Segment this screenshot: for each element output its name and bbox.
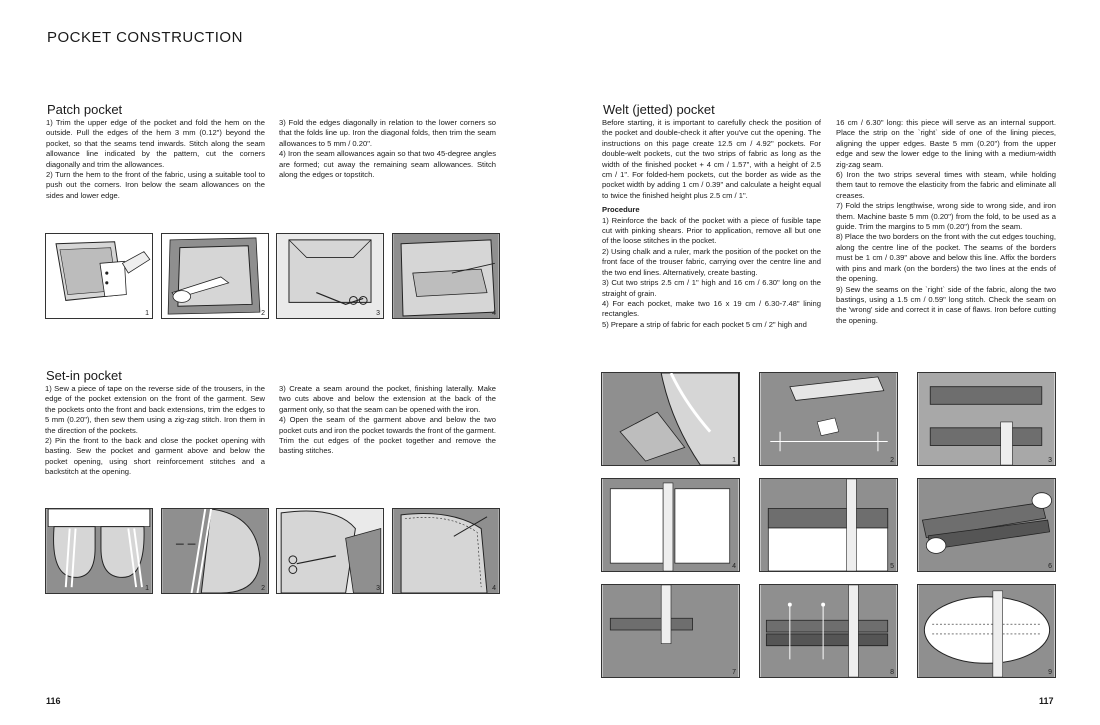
figure-number: 5 [890,563,894,570]
welt-illustration-6 [918,479,1055,571]
welt-illustration-2 [760,373,897,465]
figure-number: 7 [732,669,736,676]
figure-number: 4 [492,310,496,317]
welt-step: 4) For each pocket, make two 16 x 19 cm / 6.30-7.48" lining rectangles. [602,298,821,319]
figure-number: 3 [376,585,380,592]
page-number-left: 116 [46,696,61,706]
welt-col1 [602,118,821,330]
setin-figure-4 [392,508,500,594]
welt-col2 [836,118,1056,326]
setin-col1 [45,384,265,478]
welt-step: 6) Iron the two strips several times with steam, while holding them taut to remove the elasticity from the fabric and eliminate all creases. [836,170,1056,200]
figure-number: 6 [1048,563,1052,570]
patch-col1 [46,118,265,201]
figure-number: 1 [145,585,149,592]
welt-illustration-4 [602,479,739,571]
patch-step: 3) Fold the edges diagonally in relation to the lower corners so that the folds line up. Iron the diagonal folds, then trim the seam allowances to 5 mm / 0.20". [279,118,496,148]
setin-step: 1) Sew a piece of tape on the reverse side of the trousers, in the edge of the pocket extension on the front of the garment. Sew the pockets onto the front and back extensions, trim the edges to 5 mm (0.20"), then sew them using a zig-zag stitch. Iron them in the direction of the pockets. [45,384,265,435]
patch-illustration-4 [393,234,499,318]
figure-number: 1 [145,310,149,317]
welt-figure-3 [917,372,1056,466]
welt-figure-5 [759,478,898,572]
welt-figure-8 [759,584,898,678]
welt-step: 5) Prepare a strip of fabric for each pocket 5 cm / 2" high and [602,319,807,329]
patch-figure-1 [45,233,153,319]
welt-pocket-heading: Welt (jetted) pocket [603,102,715,117]
setin-pocket-heading: Set-in pocket [46,368,122,383]
welt-step: 7) Fold the strips lengthwise, wrong side to wrong side, and iron them. Machine baste 5 mm (0.20") from the fold, to be used as a guide. Trim the margins to 5 mm (0.20") from the seam. [836,201,1056,232]
welt-illustration-8 [760,585,897,677]
patch-step: 4) Iron the seam allowances again so that two 45-degree angles are formed; cut away the remaining seam allowances. Stitch along the edges or topstitch. [279,149,496,180]
setin-col2 [279,384,496,457]
figure-number: 1 [732,457,736,464]
figure-number: 4 [492,585,496,592]
setin-illustration-1 [46,509,152,593]
figure-number: 4 [732,563,736,570]
patch-pocket-heading: Patch pocket [47,102,123,117]
patch-figure-2 [161,233,269,319]
figure-number: 3 [1048,457,1052,464]
setin-step: 4) Open the seam of the garment above and below the two pocket cuts and iron the pocket towards the front of the garment. Trim the cut edges of the pocket together and remove the basting stitches. [279,415,496,456]
welt-figure-1 [601,372,740,466]
welt-figure-6 [917,478,1056,572]
patch-step: 2) Turn the hem to the front of the fabric, using a suitable tool to push out the corners. Iron below the seam allowances on the sides and lower edge. [46,170,265,200]
patch-figure-4 [392,233,500,319]
figure-number: 2 [890,457,894,464]
setin-illustration-4 [393,509,499,593]
patch-illustration-3 [277,234,383,318]
welt-intro: Before starting, it is important to carefully check the position of the pocket and double-check it after you've cut the opening. The instructions on this page create 12.5 cm / 4.92" pockets. For double-welt pockets, cut the two strips of fabric as long as the width of the finished pocket + 4 cm / 1.57", with a height of 2.5 cm / 1". For folded-hem pockets, cut the border as wide as the pocket width by adding 1 cm / 0.39" and calculate a height equal to twice the finished height plus 2.5 cm / 1". [602,118,821,200]
setin-figure-2 [161,508,269,594]
welt-figure-4 [601,478,740,572]
setin-illustration-3 [277,509,383,593]
patch-illustration-1 [46,234,152,318]
patch-illustration-2 [162,234,268,318]
setin-figure-1 [45,508,153,594]
figure-number: 3 [376,310,380,317]
welt-figure-2 [759,372,898,466]
welt-step: 3) Cut two strips 2.5 cm / 1" high and 16 cm / 6.30" long on the straight of grain. [602,278,821,298]
page-number-right: 117 [1039,696,1054,706]
welt-figure-9 [917,584,1056,678]
figure-number: 2 [261,585,265,592]
welt-step: 9) Sew the seams on the `right` side of the fabric, along the two bastings, using a 1.5 cm / 0.59" long stitch. Check the seam on the 'wrong' side and correct it in case of flaws. Iron before cutting the opening. [836,284,1056,325]
setin-step: 3) Create a seam around the pocket, finishing laterally. Make two cuts above and below the extension at the back of the garment only, so that the seam can be opened with the iron. [279,384,496,414]
welt-illustration-3 [918,373,1055,465]
welt-illustration-5 [760,479,897,571]
page-title: POCKET CONSTRUCTION [47,29,243,46]
welt-step: 8) Place the two borders on the front with the cut edges touching, along the centre line of the pocket. The seams of the borders must be 1 cm / 0.39" above and below this line. Affix the borders with pins and mark (on the borders) the two lines at the ends of the opening. [836,232,1056,284]
patch-step: 1) Trim the upper edge of the pocket and fold the hem on the outside. Pull the edges of the hem 3 mm (0.12") beyond the pocket, so that the seams tend inwards. Stitch along the seam allowance line indicated by the pattern, cut the corners diagonally and trim the allowances. [46,118,265,169]
welt-figure-7 [601,584,740,678]
welt-step: 1) Reinforce the back of the pocket with a piece of fusible tape cut with pinking shears. Prior to application, remove all but one of the loose stitches in the pocket. [602,215,821,246]
procedure-label: Procedure [602,205,640,215]
welt-step: 2) Using chalk and a ruler, mark the position of the pocket on the front face of the trouser fabric, carrying over the centre line and the two end lines. Alternatively, create basting. [602,246,821,277]
welt-illustration-9 [918,585,1055,677]
welt-step: 16 cm / 6.30" long: this piece will serve as an internal support. Place the strip on the `right` side of one of the lining pieces, aligning the upper edges. Baste 5 mm (0.20") from the upper edge and sew the lower edge to the lining with a medium-width zig-zag seam. [836,118,1056,169]
figure-number: 2 [261,310,265,317]
setin-illustration-2 [162,509,268,593]
welt-illustration-1 [602,373,739,465]
patch-col2 [279,118,496,180]
figure-number: 9 [1048,669,1052,676]
welt-illustration-7 [602,585,739,677]
setin-step: 2) Pin the front to the back and close the pocket opening with basting. Sew the pocket and garment above and below the pocket opening, using short reinforcement stitches and a backstitch at the opening. [45,436,265,477]
setin-figure-3 [276,508,384,594]
patch-figure-3 [276,233,384,319]
figure-number: 8 [890,669,894,676]
